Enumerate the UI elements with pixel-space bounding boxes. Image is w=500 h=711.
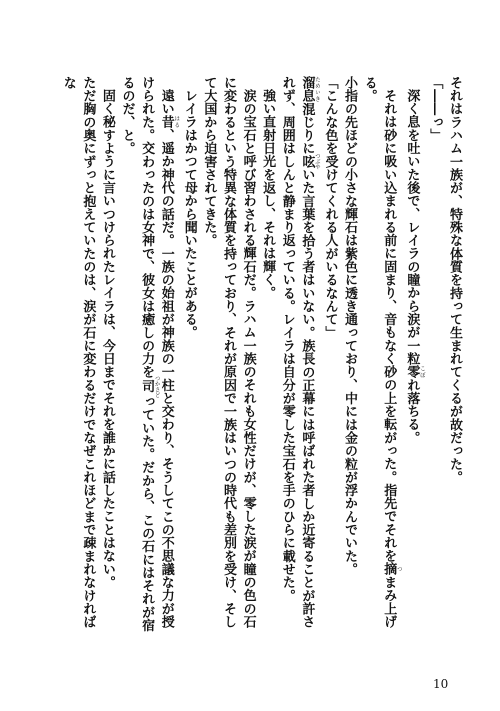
ruby-base: 溜息 <box>299 76 315 103</box>
paragraph: ただ胸の奥にずっと抱えていたのは、涙が石に変わるだけでなぜこれほどまで疎まれなければな <box>60 76 96 629</box>
ruby-text: はる <box>173 115 180 129</box>
text-run: 、遥か神代の話だ。一族の始祖が神族の一柱と交わり、そうしてこの不思議な力が授けられた。交わったのは女神で、彼女は癒しの力を <box>139 76 174 629</box>
ruby-base: 昔 <box>158 115 174 129</box>
ruby-base: 零 <box>404 365 420 379</box>
paragraph <box>402 76 425 636</box>
paragraph: 強い直射日光を返し、それは輝く。 <box>260 89 276 300</box>
text-run: 遠い <box>158 89 174 116</box>
ruby-annotated-word <box>139 375 160 399</box>
text-run: 深く息を吐いた後で、レイラの瞳から涙が一粒 <box>404 89 420 366</box>
ruby-annotated-word <box>299 76 320 103</box>
paragraph: 小指の先ほどの小さな輝石は紫色に透き通っており、中には金の粒が浮かんでいた。 <box>342 76 358 576</box>
ruby-base: 摘 <box>381 562 397 576</box>
text-run: それは砂に吸い込まれる前に固まり、音もなく砂の上を転がった。指先でそれを <box>381 89 397 563</box>
paragraph: レイラはかつて母から聞いたことがある。 <box>181 89 197 339</box>
paragraph <box>117 76 179 636</box>
paragraph: 固く秘すように言いつけられたレイラは、今日までそれを誰かに話したことはない。 <box>99 89 115 589</box>
ruby-base: 呟 <box>299 153 315 170</box>
ruby-annotated-word <box>299 153 320 170</box>
ruby-text: ためいき <box>313 76 320 103</box>
paragraph: 「こんな色を受けてくれる人がいるなんて」 <box>322 76 338 339</box>
paragraph <box>359 76 402 636</box>
ruby-text: つ <box>395 562 402 576</box>
text-run: 混じりに <box>299 102 315 155</box>
ruby-annotated-word <box>158 115 180 129</box>
ruby-annotated-word <box>404 365 425 379</box>
text-run: れ落ちる。 <box>404 378 420 445</box>
text-run: まみ上げる。 <box>361 76 397 629</box>
text-run: いた言葉を拾う者はいない。族長の正幕には呼ばれた者しか近寄ることが許されず、周囲はしんと静まり返っている。レイラは自分が零した宝石を手のひらに載せた。 <box>279 76 315 629</box>
ruby-text: こぼ <box>418 365 425 379</box>
ruby-text: つかさど <box>153 375 160 399</box>
ruby-base: 司 <box>139 375 155 399</box>
paragraph: 「――っ」 <box>427 76 443 142</box>
page-number: 10 <box>433 677 449 691</box>
paragraph: それはラハム一族が、特殊な体質を持って生まれてくるが故だった。 <box>447 76 462 484</box>
ruby-annotated-word <box>381 562 402 576</box>
paragraph: 涙の宝石と呼び習わされる輝石だ。ラハム一族のそれも女性だけが、零した涙が瞳の色の石に変わるという特異な体質を持っており、それが原因で一族はいつの時代も差別を受け、そして大国から迫害されてきた。 <box>201 76 256 629</box>
ruby-text: つぶや <box>313 153 320 170</box>
text-run: っていた。だから、この石にはそれが宿るのだ、と。 <box>119 76 155 632</box>
vertical-text-body <box>60 76 464 636</box>
paragraph <box>277 76 320 636</box>
